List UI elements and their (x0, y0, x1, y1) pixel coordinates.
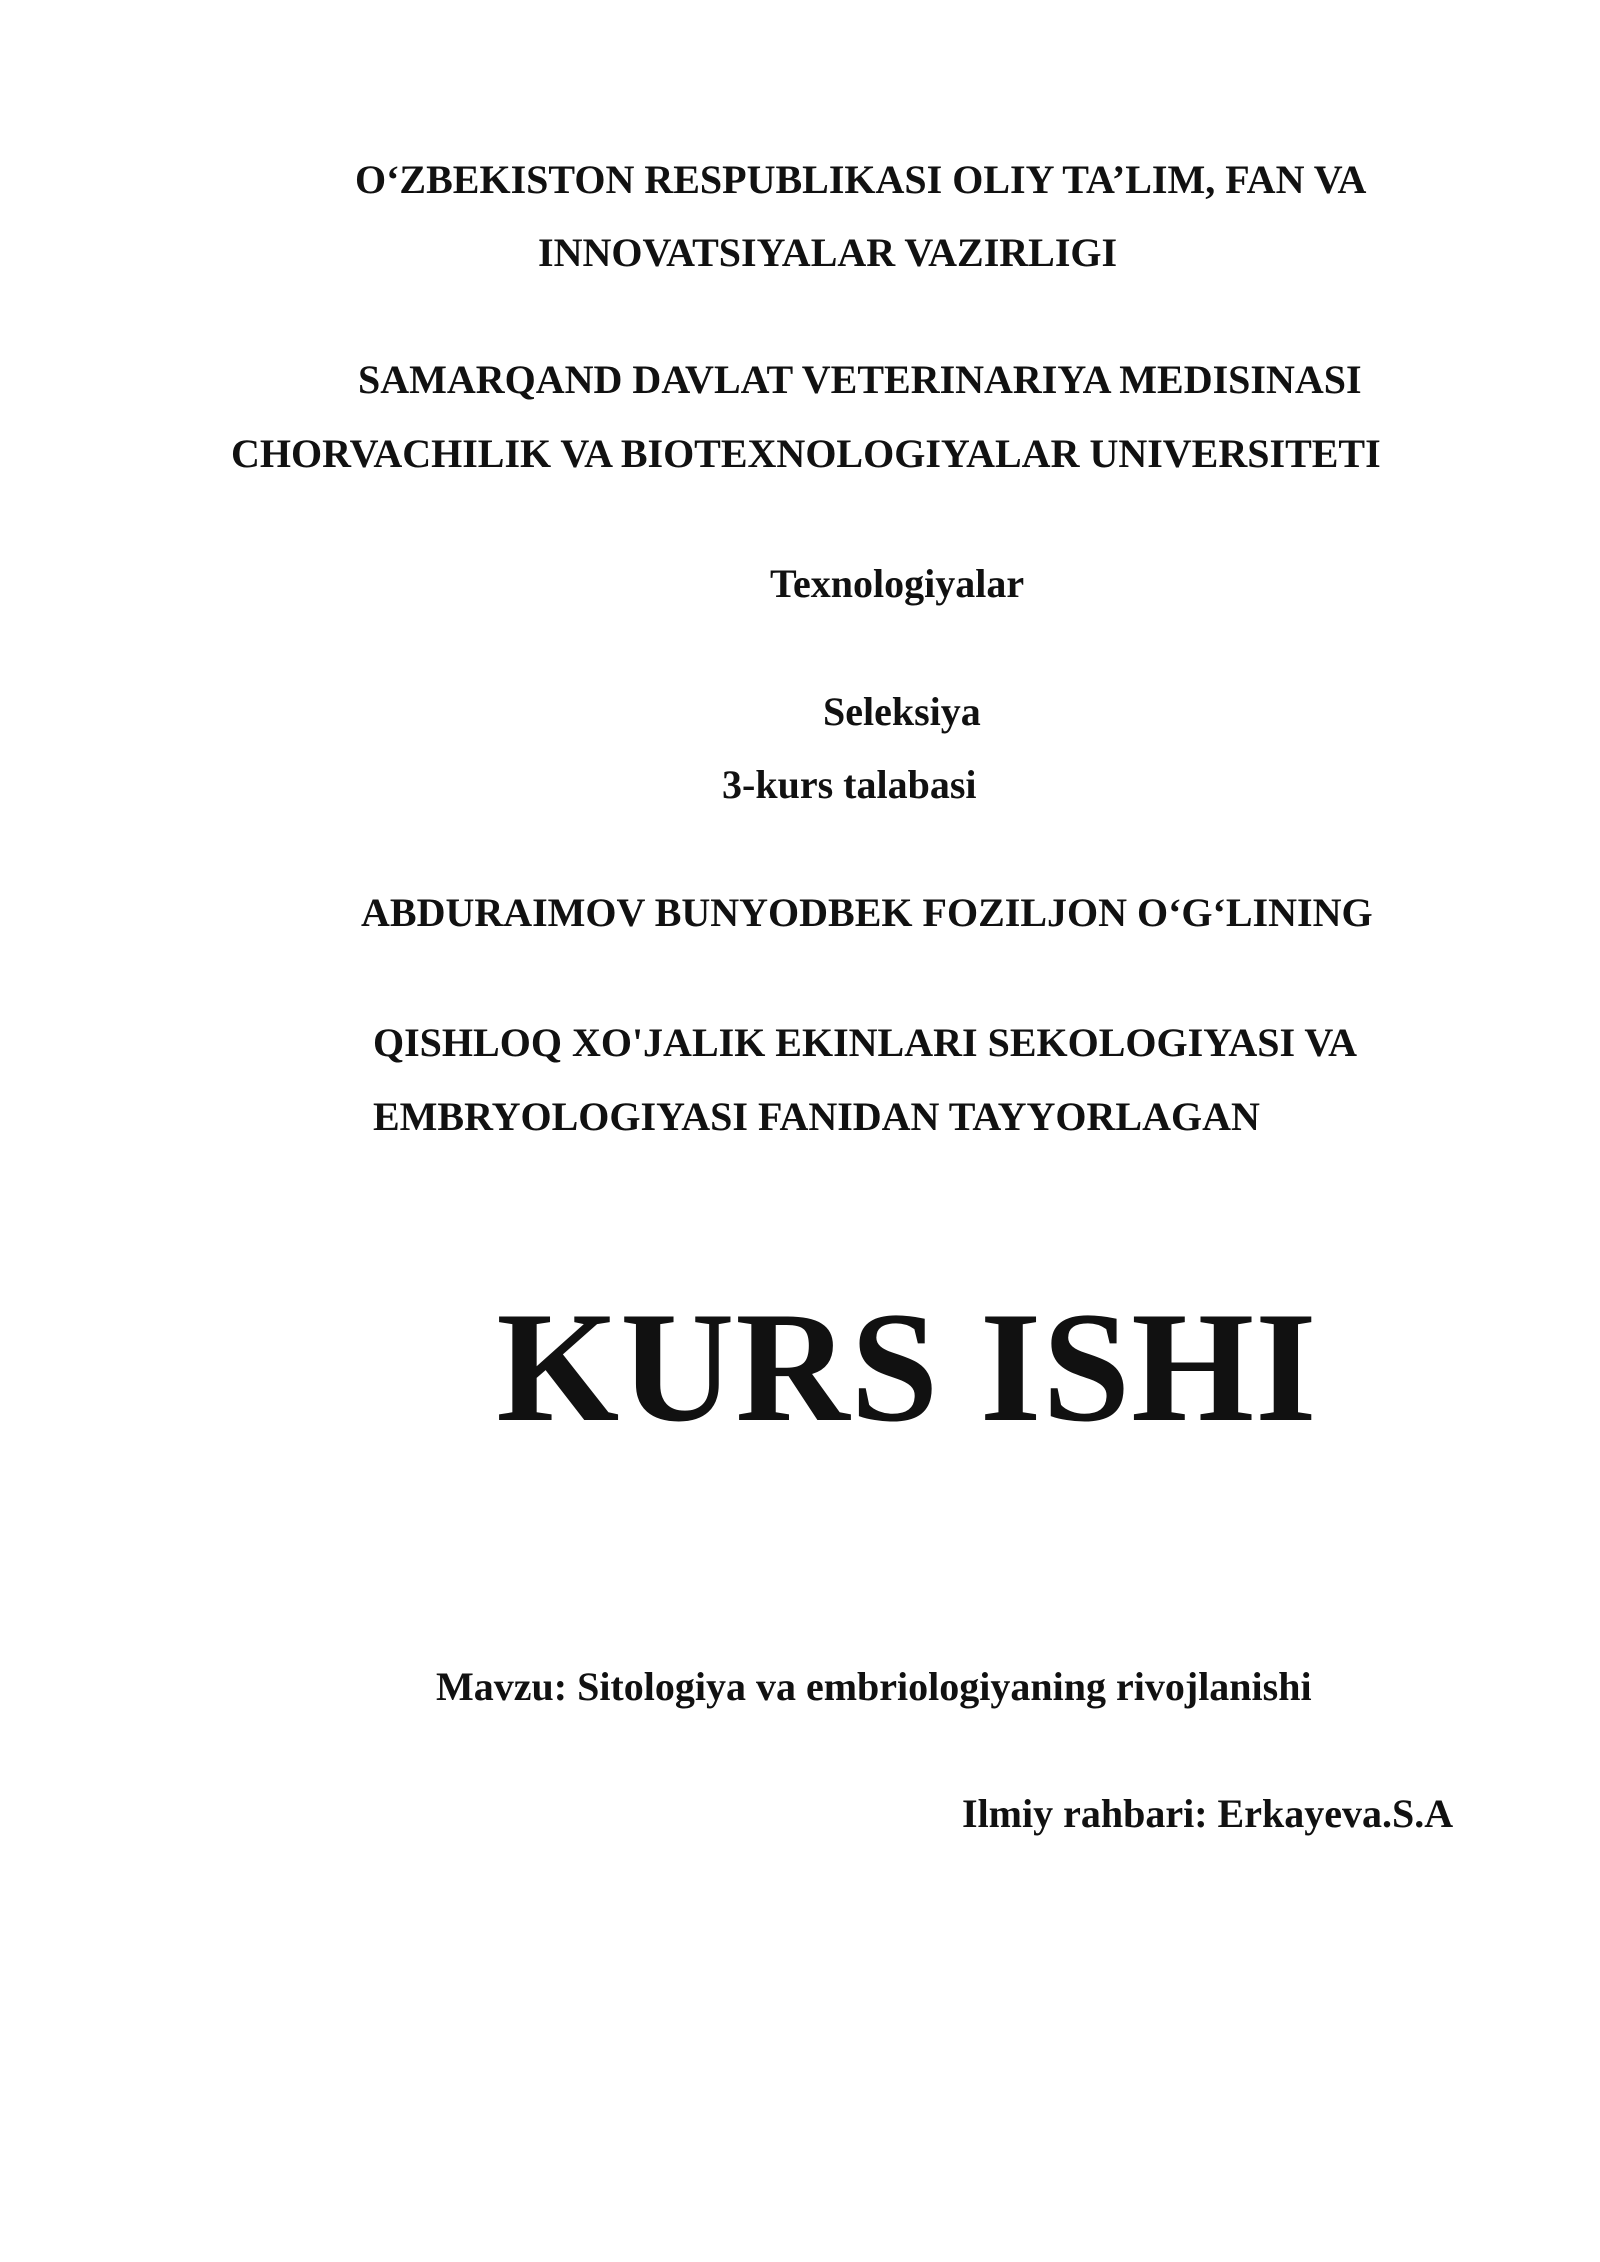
subject-line-2: EMBRYOLOGIYASI FANIDAN TAYYORLAGAN (373, 1094, 1260, 1139)
supervisor-line: Ilmiy rahbari: Erkayeva.S.A (962, 1791, 1454, 1836)
university-line-1: SAMARQAND DAVLAT VETERINARIYA MEDISINASI (358, 357, 1362, 402)
ministry-line-2: INNOVATSIYALAR VAZIRLIGI (538, 230, 1118, 275)
direction-label: Seleksiya (823, 689, 981, 734)
student-name: ABDURAIMOV BUNYODBEK FOZILJON O‘G‘LINING (361, 890, 1373, 935)
document-title: KURS ISHI (496, 1280, 1318, 1455)
university-line-2: CHORVACHILIK VA BIOTEXNOLOGIYALAR UNIVERSITETI (231, 431, 1381, 476)
ministry-line-1: O‘ZBEKISTON RESPUBLIKASI OLIY TA’LIM, FAN VA (355, 157, 1367, 202)
topic-line: Mavzu: Sitologiya va embriologiyaning rivojlanishi (436, 1664, 1312, 1709)
course-label: 3-kurs talabasi (722, 762, 977, 807)
faculty-label: Texnologiyalar (770, 561, 1025, 606)
subject-line-1: QISHLOQ XO'JALIK EKINLARI SEKOLOGIYASI VA (373, 1020, 1358, 1065)
